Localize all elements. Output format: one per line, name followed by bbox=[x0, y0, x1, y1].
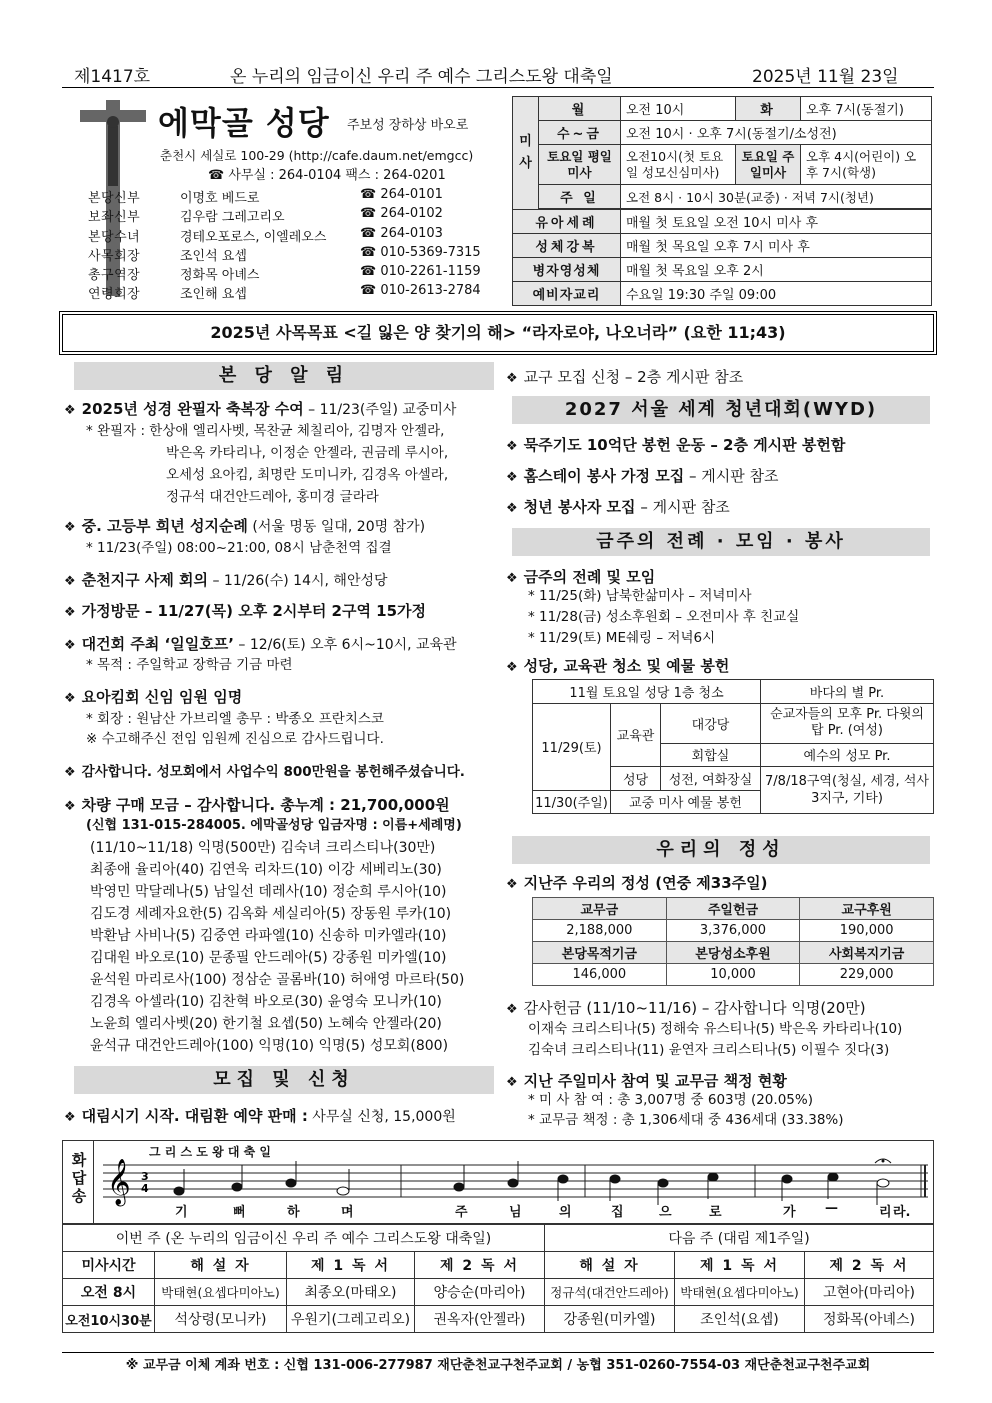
diamond-bullet-icon: ❖ bbox=[506, 371, 518, 386]
table-row: 오전10시30분 석상령(모니카) 우원기(그레고리오) 권옥자(안젤라) 강종원(미카엘) 조인석(요셉) 정화목(아녜스) bbox=[63, 1306, 934, 1333]
notice-item: ❖ 지난 주일미사 참여 및 교무금 책정 현황 bbox=[506, 1072, 787, 1090]
diamond-bullet-icon: ❖ bbox=[506, 877, 518, 892]
notice-item: ❖ 감사합니다. 성모회에서 사업수익 800만원을 봉헌해주셨습니다. bbox=[64, 764, 465, 780]
diamond-bullet-icon: ❖ bbox=[506, 571, 518, 586]
readers-schedule-table: 이번 주 (온 누리의 임금이신 우리 주 예수 그리스도왕 대축일) 다음 주 (대림 제1주일) 미사시간 해 설 자 제 1 독 서 제 2 독 서 해 설 자 제 1 독 서 제 2 독 서 오전 8시 박태현(요셉다미아노) 최종오(마태오) 양승순(마리아) 정규석(대건안드레아) 박태현(요셉다미아노) 고현아(마리아) 오전10시30분 석상령(모니카) 우원기(그레고리오) 권옥자(안젤라) 강종원(미카엘) 조인석(요셉) 정화목(아녜스) bbox=[62, 1224, 934, 1333]
diamond-bullet-icon: ❖ bbox=[506, 501, 518, 516]
notice-item: ❖ 감사헌금 (11/10~11/16) – 감사합니다 익명(20만) bbox=[506, 999, 866, 1017]
notice-detail: * 11/23(주일) 08:00~21:00, 08시 남춘천역 집결 bbox=[86, 540, 392, 556]
diamond-bullet-icon: ❖ bbox=[506, 1075, 518, 1090]
svg-text:4: 4 bbox=[141, 1182, 149, 1195]
psalm-label: 화답송 bbox=[71, 1151, 87, 1205]
section-title-wyd: 2027 서울 세계 청년대회(WYD) bbox=[512, 396, 930, 424]
notice-item: ❖ 중. 고등부 희년 성지순례 (서울 명동 일대, 20명 참가) bbox=[64, 517, 426, 535]
notice-detail: ※ 수고해주신 전임 임원께 진심으로 감사드립니다. bbox=[86, 731, 384, 747]
diamond-bullet-icon: ❖ bbox=[64, 1110, 76, 1125]
donation-account: (신협 131-015-284005. 에막골성당 입금자명 : 이름+세례명) bbox=[86, 818, 462, 833]
notice-detail: * 미 사 참 여 : 총 3,007명 중 603명 (20.05%) bbox=[528, 1092, 813, 1108]
thanks-list: 김숙녀 크리스티나(11) 윤연자 크리스티나(5) 이필수 짓다(3) bbox=[528, 1042, 890, 1058]
section-title-offerings: 우리의 정성 bbox=[512, 836, 930, 864]
notice-detail: 박은옥 카타리나, 이정순 안젤라, 권금레 루시아, bbox=[166, 445, 449, 461]
next-week-header: 다음 주 (대림 제1주일) bbox=[545, 1225, 934, 1252]
diamond-bullet-icon: ❖ bbox=[506, 1002, 518, 1017]
notice-item: ❖ 묵주기도 10억단 봉헌 운동 – 2층 게시판 봉헌함 bbox=[506, 436, 846, 454]
notice-item: ❖ 홈스테이 봉사 가정 모집 – 게시판 참조 bbox=[506, 467, 779, 485]
notice-item: ❖ 가정방문 – 11/27(목) 오후 2시부터 2구역 15가정 bbox=[64, 602, 427, 620]
section-title-recruit: 모집 및 신청 bbox=[74, 1066, 494, 1094]
diamond-bullet-icon: ❖ bbox=[64, 574, 76, 589]
church-name: 에막골 성당 bbox=[158, 104, 330, 142]
masthead bbox=[62, 62, 934, 88]
bank-account-footer: ※ 교무금 이체 계좌 번호 : 신협 131-006-277987 재단춘천교구천주교회 / 농협 351-0260-7554-03 재단춘천교구천주교회 bbox=[62, 1352, 934, 1378]
feast-title: 온 누리의 임금이신 우리 주 예수 그리스도왕 대축일 bbox=[230, 67, 613, 87]
this-week-header: 이번 주 (온 누리의 임금이신 우리 주 예수 그리스도왕 대축일) bbox=[63, 1225, 545, 1252]
notice-item: ❖ 금주의 전례 및 모임 bbox=[506, 568, 656, 586]
thanks-list: 이재숙 크리스티나(5) 정해숙 유스티나(5) 박은옥 카타리나(10) bbox=[528, 1021, 903, 1037]
notice-item: ❖ 지난주 우리의 정성 (연중 제33주일) bbox=[506, 874, 768, 892]
psalm-lyrics: 기 뻐 하 며 주 님 의 집 으 로 가 — 리 라. bbox=[175, 1201, 911, 1220]
diamond-bullet-icon: ❖ bbox=[64, 520, 76, 535]
notice-item: ❖ 청년 봉사자 모집 – 게시판 참조 bbox=[506, 498, 730, 516]
svg-text:𝄞: 𝄞 bbox=[107, 1159, 131, 1205]
diamond-bullet-icon: ❖ bbox=[64, 403, 76, 418]
church-patron: 주보성 장하상 바오로 bbox=[347, 118, 469, 133]
notice-item: ❖ 대건회 주최 ‘일일호프’ – 12/6(토) 오후 6시~10시, 교육관 bbox=[64, 635, 457, 653]
notice-detail: * 목적 : 주일학교 장학금 기금 마련 bbox=[86, 657, 293, 673]
diamond-bullet-icon: ❖ bbox=[64, 799, 76, 814]
notice-detail: * 11/25(화) 남북한삶미사 – 저녁미사 bbox=[528, 588, 752, 604]
notice-item: ❖ 차량 구매 모금 – 감사합니다. 총누계 : 21,700,000원 bbox=[64, 796, 450, 814]
diamond-bullet-icon: ❖ bbox=[64, 638, 76, 653]
notice-detail: * 완필자 : 한상애 엘리사벳, 목찬균 체칠리아, 김명자 안젤라, bbox=[86, 423, 445, 439]
music-staff bbox=[103, 1157, 928, 1207]
svg-text:3: 3 bbox=[141, 1170, 149, 1183]
section-title-weekly: 금주의 전례 · 모임 · 봉사 bbox=[512, 528, 930, 556]
notice-detail: 정규석 대건안드레아, 홍미경 글라라 bbox=[166, 489, 379, 505]
notice-detail: * 11/29(토) ME쉐링 – 저녁6시 bbox=[528, 630, 716, 646]
diamond-bullet-icon: ❖ bbox=[506, 439, 518, 454]
diamond-bullet-icon: ❖ bbox=[506, 470, 518, 485]
mass-schedule-table: 미사 월 오전 10시 화 오후 7시(동절기) 수~금 오전 10시 · 오후 7시(동절기/소성전) 토요일 평일미사 오전10시(첫 토요일 성모신심미사) 토요일 주일미사 오후 4시(어린이) 오후 7시(학생) 주 일 오전 8시 · 10시 30분(교중) · 저녁 7시(청년) 유아세례 매월 첫 토요일 오전 10시 미사 후 성체강복 매월 첫 목요일 오후 7시 미사 후 병자영성체 매월 첫 목요일 오후 2시 예비자교리 수요일 19:30 주일 09:00 bbox=[512, 96, 932, 306]
diamond-bullet-icon: ❖ bbox=[64, 691, 76, 706]
notice-item: ❖ 교구 모집 신청 – 2층 게시판 참조 bbox=[506, 368, 744, 386]
offering-table: 교무금 주일헌금 교구후원 2,188,000 3,376,000 190,000 본당목적기금 본당성소후원 사회복지기금 146,000 10,000 229,000 bbox=[532, 897, 934, 986]
diamond-bullet-icon: ❖ bbox=[506, 660, 518, 675]
notice-detail: * 11/28(금) 성소후원회 – 오전미사 후 친교실 bbox=[528, 609, 800, 625]
diamond-bullet-icon: ❖ bbox=[64, 605, 76, 620]
notice-item: ❖ 성당, 교육관 청소 및 예물 봉헌 bbox=[506, 657, 730, 675]
notice-item: ❖ 대림시기 시작. 대림환 예약 판매 : 사무실 신청, 15,000원 bbox=[64, 1107, 456, 1125]
notice-item: ❖ 요아킴회 신임 임원 임명 bbox=[64, 688, 243, 706]
notice-item: ❖ 2025년 성경 완필자 축복장 수여 – 11/23(주일) 교중미사 bbox=[64, 400, 457, 418]
responsorial-psalm-score bbox=[62, 1140, 934, 1224]
donor-list: (11/10~11/18) 익명(500만) 김숙녀 크리스티나(30만) 최종애 율리아(40) 김연욱 리차드(10) 이강 세베리노(30) 박영민 막달레나(5) 남일선 데레사(10) 정순희 루시아(10) 김도경 세례자요한(5) 김옥화 세실리아(5) 장동원 루카(10) 박환남 사비나(5) 김중연 라파엘(10) 신송하 미카엘라(10) 김대원 바오로(10) 문종필 안드레아(5) 강종원 미카엘(10) 윤석원 마리로사(100) 정삼순 골롬바(10) 허애영 마르타(50) 김경옥 아셀라(10) 김찬혁 바오로(30) 윤영숙 모니카(10) 노윤희 엘리사벳(20) 한기철 요셉(50) 노혜숙 안젤라(20) 윤석규 대건안드레아(100) 익명(10) 익명(5) 성모회(800) bbox=[90, 840, 465, 1054]
notice-detail: * 회장 : 원남산 가브리엘 총무 : 박종오 프란치스코 bbox=[86, 711, 384, 727]
diamond-bullet-icon: ❖ bbox=[64, 765, 76, 780]
psalm-subtitle: 그 리 스 도 왕 대 축 일 bbox=[149, 1145, 271, 1159]
notice-detail: 오세성 요아킴, 최명란 도미니카, 김경옥 아셀라, bbox=[166, 467, 449, 483]
pastoral-goal-banner: 2025년 사목목표 <길 잃은 양 찾기의 해> “라자로야, 나오너라” (요한 11;43) bbox=[62, 314, 934, 352]
office-phone: ☎ 사무실 : 264-0104 팩스 : 264-0201 bbox=[208, 168, 446, 183]
notice-detail: * 교무금 책정 : 총 1,306세대 중 436세대 (33.38%) bbox=[528, 1112, 844, 1128]
issue-date: 2025년 11월 23일 bbox=[752, 67, 899, 87]
notice-item: ❖ 춘천지구 사제 회의 – 11/26(수) 14시, 해안성당 bbox=[64, 571, 388, 589]
church-address: 춘천시 세실로 100-29 (http://cafe.daum.net/emgcc) bbox=[160, 148, 474, 163]
table-row: 오전 8시 박태현(요셉다미아노) 최종오(마태오) 양승순(마리아) 정규석(대건안드레아) 박태현(요셉다미아노) 고현아(마리아) bbox=[63, 1279, 934, 1306]
section-title-parish-notices: 본 당 알 림 bbox=[74, 362, 494, 390]
issue-number: 제1417호 bbox=[74, 67, 151, 87]
cleaning-duty-table: 11월 토요일 성당 1층 청소 바다의 별 Pr. 11/29(토) 교육관 대강당 순교자들의 모후 Pr. 다윗의 탑 Pr. (여성) 회합실 예수의 성모 Pr. 성당 성전, 여화장실 7/8/18구역(청실, 세경, 석사3지구, 기타) 11/30(주일) 교중 미사 예물 봉헌 bbox=[532, 679, 934, 814]
